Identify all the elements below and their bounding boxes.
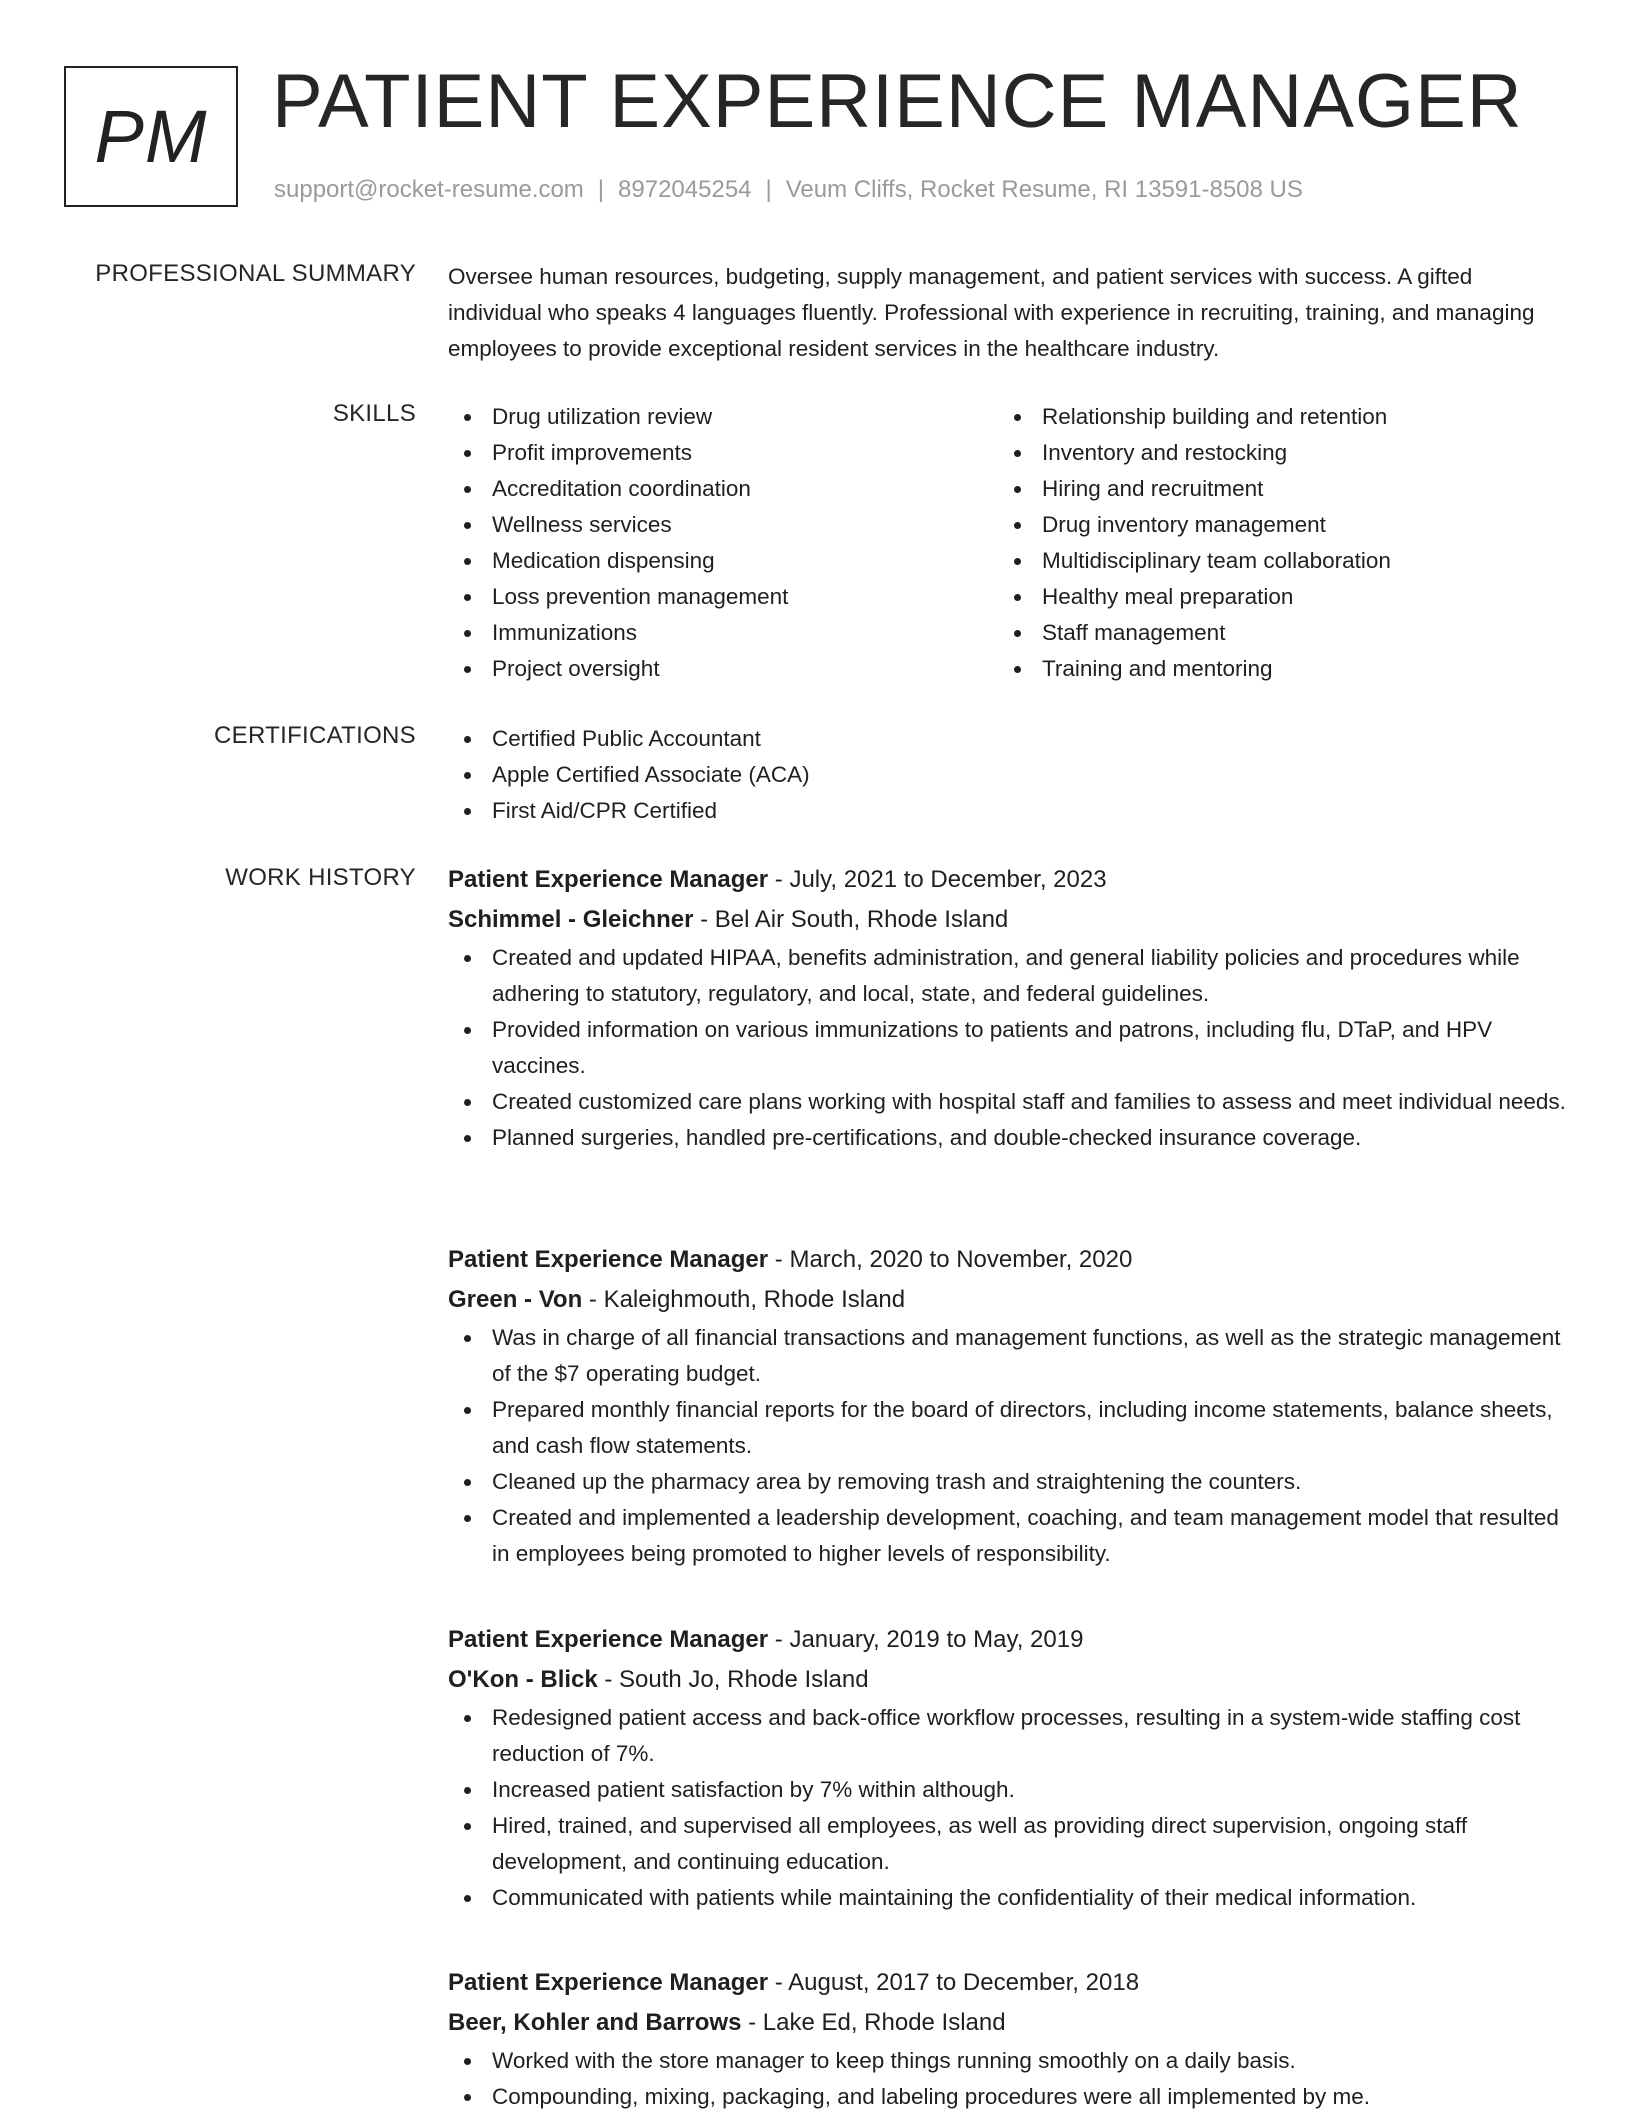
job-bullet: Provided information on various immunizations to patients and patrons, including flu, DTaP, and HPV vaccines. bbox=[448, 1012, 1568, 1084]
certifications-section bbox=[448, 721, 1568, 829]
job-dates: - March, 2020 to November, 2020 bbox=[768, 1246, 1133, 1273]
job-company-line bbox=[448, 1280, 1568, 1320]
job-company-line bbox=[448, 900, 1568, 940]
skill-item: Medication dispensing bbox=[448, 543, 998, 579]
certification-item: Apple Certified Associate (ACA) bbox=[448, 757, 1568, 793]
job-entry bbox=[448, 860, 1568, 1156]
section-label-skills: SKILLS bbox=[332, 400, 416, 427]
section-label-summary: PROFESSIONAL SUMMARY bbox=[95, 260, 416, 287]
job-bullet: Created customized care plans working with hospital staff and families to assess and meet individual needs. bbox=[448, 1084, 1568, 1120]
job-bullet: Planned surgeries, handled pre-certifications, and double-checked insurance coverage. bbox=[448, 1120, 1568, 1156]
skill-item: Profit improvements bbox=[448, 435, 998, 471]
certification-item: Certified Public Accountant bbox=[448, 721, 1568, 757]
job-dates: - August, 2017 to December, 2018 bbox=[768, 1969, 1140, 1996]
certifications-list bbox=[448, 721, 1568, 829]
job-bullet: Was in charge of all financial transactions and management functions, as well as the strategic management of the $7 operating budget. bbox=[448, 1320, 1568, 1392]
job-title-line bbox=[448, 1240, 1568, 1280]
contact-address: Veum Cliffs, Rocket Resume, RI 13591-8508 US bbox=[785, 176, 1303, 203]
job-entry bbox=[448, 1620, 1568, 1916]
job-dates: - July, 2021 to December, 2023 bbox=[768, 866, 1107, 893]
job-company-line bbox=[448, 2003, 1568, 2043]
job-bullet: Created and updated HIPAA, benefits administration, and general liability policies and procedures while adhering to statutory, regulatory, and local, state, and federal guidelines. bbox=[448, 940, 1568, 1012]
job-entry bbox=[448, 1240, 1568, 1572]
contact-email: support@rocket-resume.com bbox=[274, 176, 584, 203]
job-bullets bbox=[448, 2043, 1568, 2115]
job-bullet: Cleaned up the pharmacy area by removing trash and straightening the counters. bbox=[448, 1464, 1568, 1500]
job-title: Patient Experience Manager bbox=[448, 1969, 769, 1996]
skill-item: Immunizations bbox=[448, 615, 998, 651]
job-bullets bbox=[448, 940, 1568, 1156]
monogram-box bbox=[64, 66, 238, 207]
skills-section bbox=[448, 399, 1568, 687]
job-location: - South Jo, Rhode Island bbox=[597, 1666, 869, 1693]
job-bullets bbox=[448, 1320, 1568, 1572]
monogram-initials: PM bbox=[94, 94, 208, 178]
summary-section bbox=[448, 259, 1568, 367]
page-title: PATIENT EXPERIENCE MANAGER bbox=[272, 59, 1523, 144]
skill-item: Loss prevention management bbox=[448, 579, 998, 615]
job-location: - Bel Air South, Rhode Island bbox=[693, 906, 1009, 933]
skill-item: Multidisciplinary team collaboration bbox=[998, 543, 1548, 579]
job-company: Beer, Kohler and Barrows bbox=[448, 2009, 742, 2036]
job-bullet: Redesigned patient access and back-office workflow processes, resulting in a system-wide staffing cost reduction of 7%. bbox=[448, 1700, 1568, 1772]
skill-item: Project oversight bbox=[448, 651, 998, 687]
contact-phone: 8972045254 bbox=[618, 176, 752, 203]
skill-item: Inventory and restocking bbox=[998, 435, 1548, 471]
skill-item: Drug inventory management bbox=[998, 507, 1548, 543]
skill-item: Healthy meal preparation bbox=[998, 579, 1548, 615]
skill-item: Hiring and recruitment bbox=[998, 471, 1548, 507]
section-label-work-history: WORK HISTORY bbox=[225, 864, 416, 891]
job-bullet: Communicated with patients while maintaining the confidentiality of their medical information. bbox=[448, 1880, 1568, 1916]
job-bullet: Compounding, mixing, packaging, and labeling procedures were all implemented by me. bbox=[448, 2079, 1568, 2115]
skills-grid bbox=[448, 399, 1568, 687]
contact-line bbox=[274, 174, 1303, 205]
skill-item: Training and mentoring bbox=[998, 651, 1548, 687]
section-label-certifications: CERTIFICATIONS bbox=[214, 722, 416, 749]
job-company: O'Kon - Blick bbox=[448, 1666, 598, 1693]
skill-item: Accreditation coordination bbox=[448, 471, 998, 507]
job-title: Patient Experience Manager bbox=[448, 866, 769, 893]
job-entry bbox=[448, 1963, 1568, 2115]
job-company: Green - Von bbox=[448, 1286, 583, 1313]
skills-list-left bbox=[448, 399, 998, 687]
contact-separator: | bbox=[765, 176, 772, 203]
job-bullet: Prepared monthly financial reports for the board of directors, including income statements, balance sheets, and cash flow statements. bbox=[448, 1392, 1568, 1464]
job-title-line bbox=[448, 1620, 1568, 1660]
job-company: Schimmel - Gleichner bbox=[448, 906, 694, 933]
job-title: Patient Experience Manager bbox=[448, 1626, 769, 1653]
job-title-line bbox=[448, 860, 1568, 900]
skill-item: Drug utilization review bbox=[448, 399, 998, 435]
skill-item: Relationship building and retention bbox=[998, 399, 1548, 435]
job-location: - Kaleighmouth, Rhode Island bbox=[582, 1286, 906, 1313]
certification-item: First Aid/CPR Certified bbox=[448, 793, 1568, 829]
job-location: - Lake Ed, Rhode Island bbox=[741, 2009, 1006, 2036]
skills-list-right bbox=[998, 399, 1548, 687]
contact-separator: | bbox=[597, 176, 605, 203]
job-title-line bbox=[448, 1963, 1568, 2003]
skill-item: Staff management bbox=[998, 615, 1548, 651]
job-company-line bbox=[448, 1660, 1568, 1700]
job-title: Patient Experience Manager bbox=[448, 1246, 769, 1273]
job-dates: - January, 2019 to May, 2019 bbox=[768, 1626, 1084, 1653]
job-bullet: Hired, trained, and supervised all employees, as well as providing direct supervision, ongoing staff development, and continuing education. bbox=[448, 1808, 1568, 1880]
job-bullet: Worked with the store manager to keep things running smoothly on a daily basis. bbox=[448, 2043, 1568, 2079]
skill-item: Wellness services bbox=[448, 507, 998, 543]
job-bullets bbox=[448, 1700, 1568, 1916]
summary-text: Oversee human resources, budgeting, supply management, and patient services with success. A gifted individual who speaks 4 languages fluently. Professional with experience in recruiting, training, and managing employees to provide exceptional resident services in the healthcare industry. bbox=[448, 264, 1535, 361]
job-bullet: Increased patient satisfaction by 7% within although. bbox=[448, 1772, 1568, 1808]
job-bullet: Created and implemented a leadership development, coaching, and team management model that resulted in employees being promoted to higher levels of responsibility. bbox=[448, 1500, 1568, 1572]
